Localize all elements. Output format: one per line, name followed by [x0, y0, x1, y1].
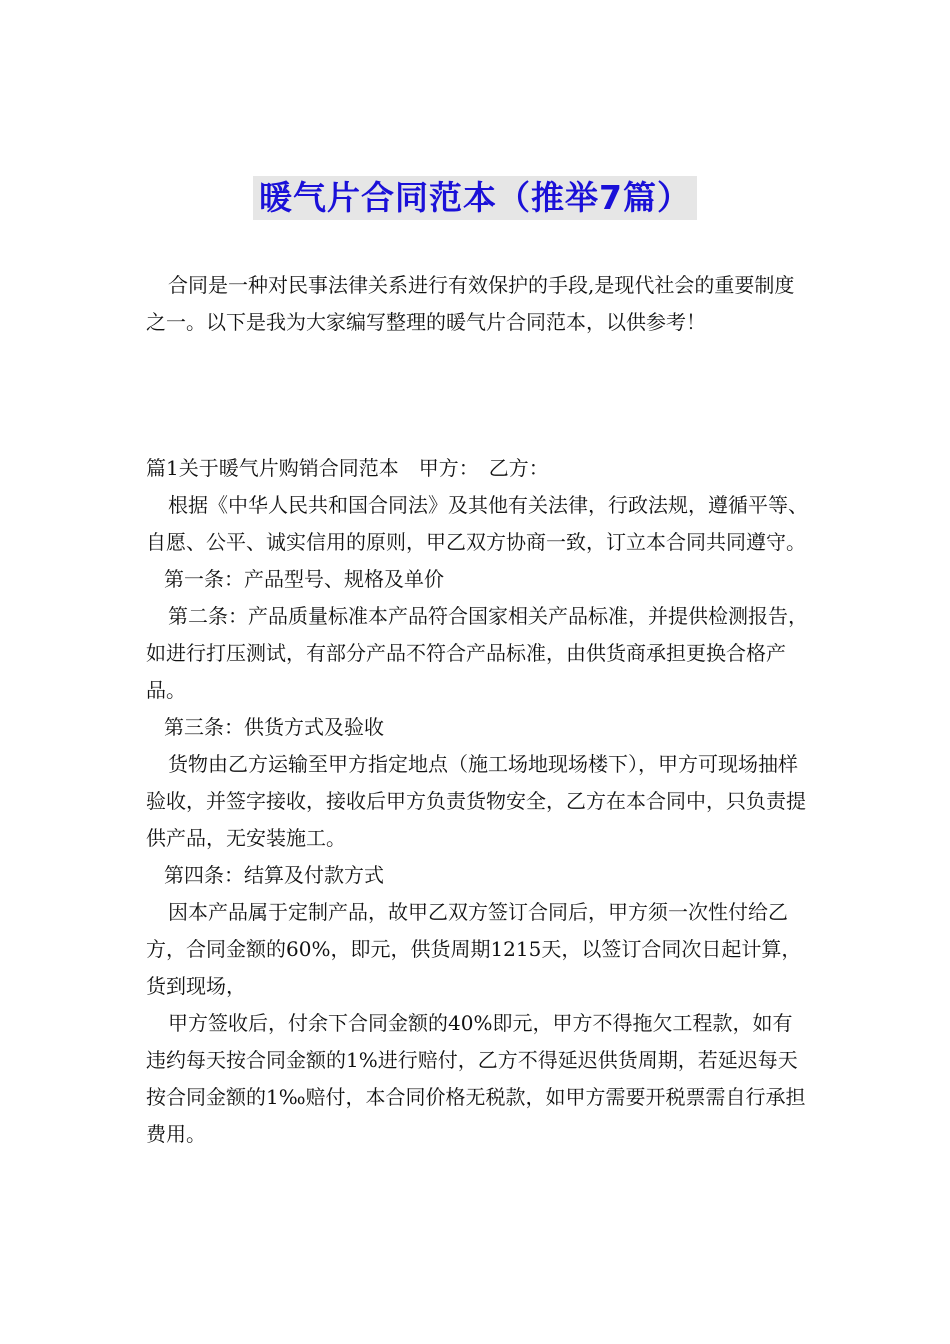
- article-2-paragraph: 第二条：产品质量标准本产品符合国家相关产品标准，并提供检测报告，如进行打压测试，有部分产品不符合产品标准，由供货商承担更换合格产品。: [146, 604, 808, 702]
- intro-paragraph: 合同是一种对民事法律关系进行有效保护的手段,是现代社会的重要制度之一。以下是我为大家编写整理的暖气片合同范本，以供参考！: [146, 273, 795, 334]
- intro-block: [146, 267, 810, 341]
- article-3-heading: 第三条：供货方式及验收: [164, 715, 384, 739]
- article-4-heading: 第四条：结算及付款方式: [164, 863, 384, 887]
- article-4-paragraph-1: 因本产品属于定制产品，故甲乙双方签订合同后，甲方须一次性付给乙方，合同金额的60%，即元，供货周期1215天，以签订合同次日起计算，货到现场，: [146, 900, 802, 998]
- document-title: 暖气片合同范本（推举7篇）: [253, 176, 697, 220]
- section-heading: 篇1关于暖气片购销合同范本 甲方： 乙方：: [146, 456, 549, 480]
- contract-body: [146, 450, 810, 1153]
- article-4-paragraph-2: 甲方签收后，付余下合同金额的40%即元，甲方不得拖欠工程款，如有违约每天按合同金额的1%进行赔付，乙方不得延迟供货周期，若延迟每天按合同金额的1‰赔付，本合同价格无税款，如甲方需要开税票需自行承担费用。: [146, 1011, 806, 1146]
- title-container: [0, 176, 950, 220]
- paragraph-preamble: 根据《中华人民共和国合同法》及其他有关法律，行政法规，遵循平等、自愿、公平、诚实信用的原则，甲乙双方协商一致，订立本合同共同遵守。: [146, 493, 808, 554]
- article-1-heading: 第一条：产品型号、规格及单价: [164, 567, 444, 591]
- article-3-paragraph: 货物由乙方运输至甲方指定地点（施工场地现场楼下），甲方可现场抽样验收，并签字接收，接收后甲方负责货物安全，乙方在本合同中，只负责提供产品，无安装施工。: [146, 752, 806, 850]
